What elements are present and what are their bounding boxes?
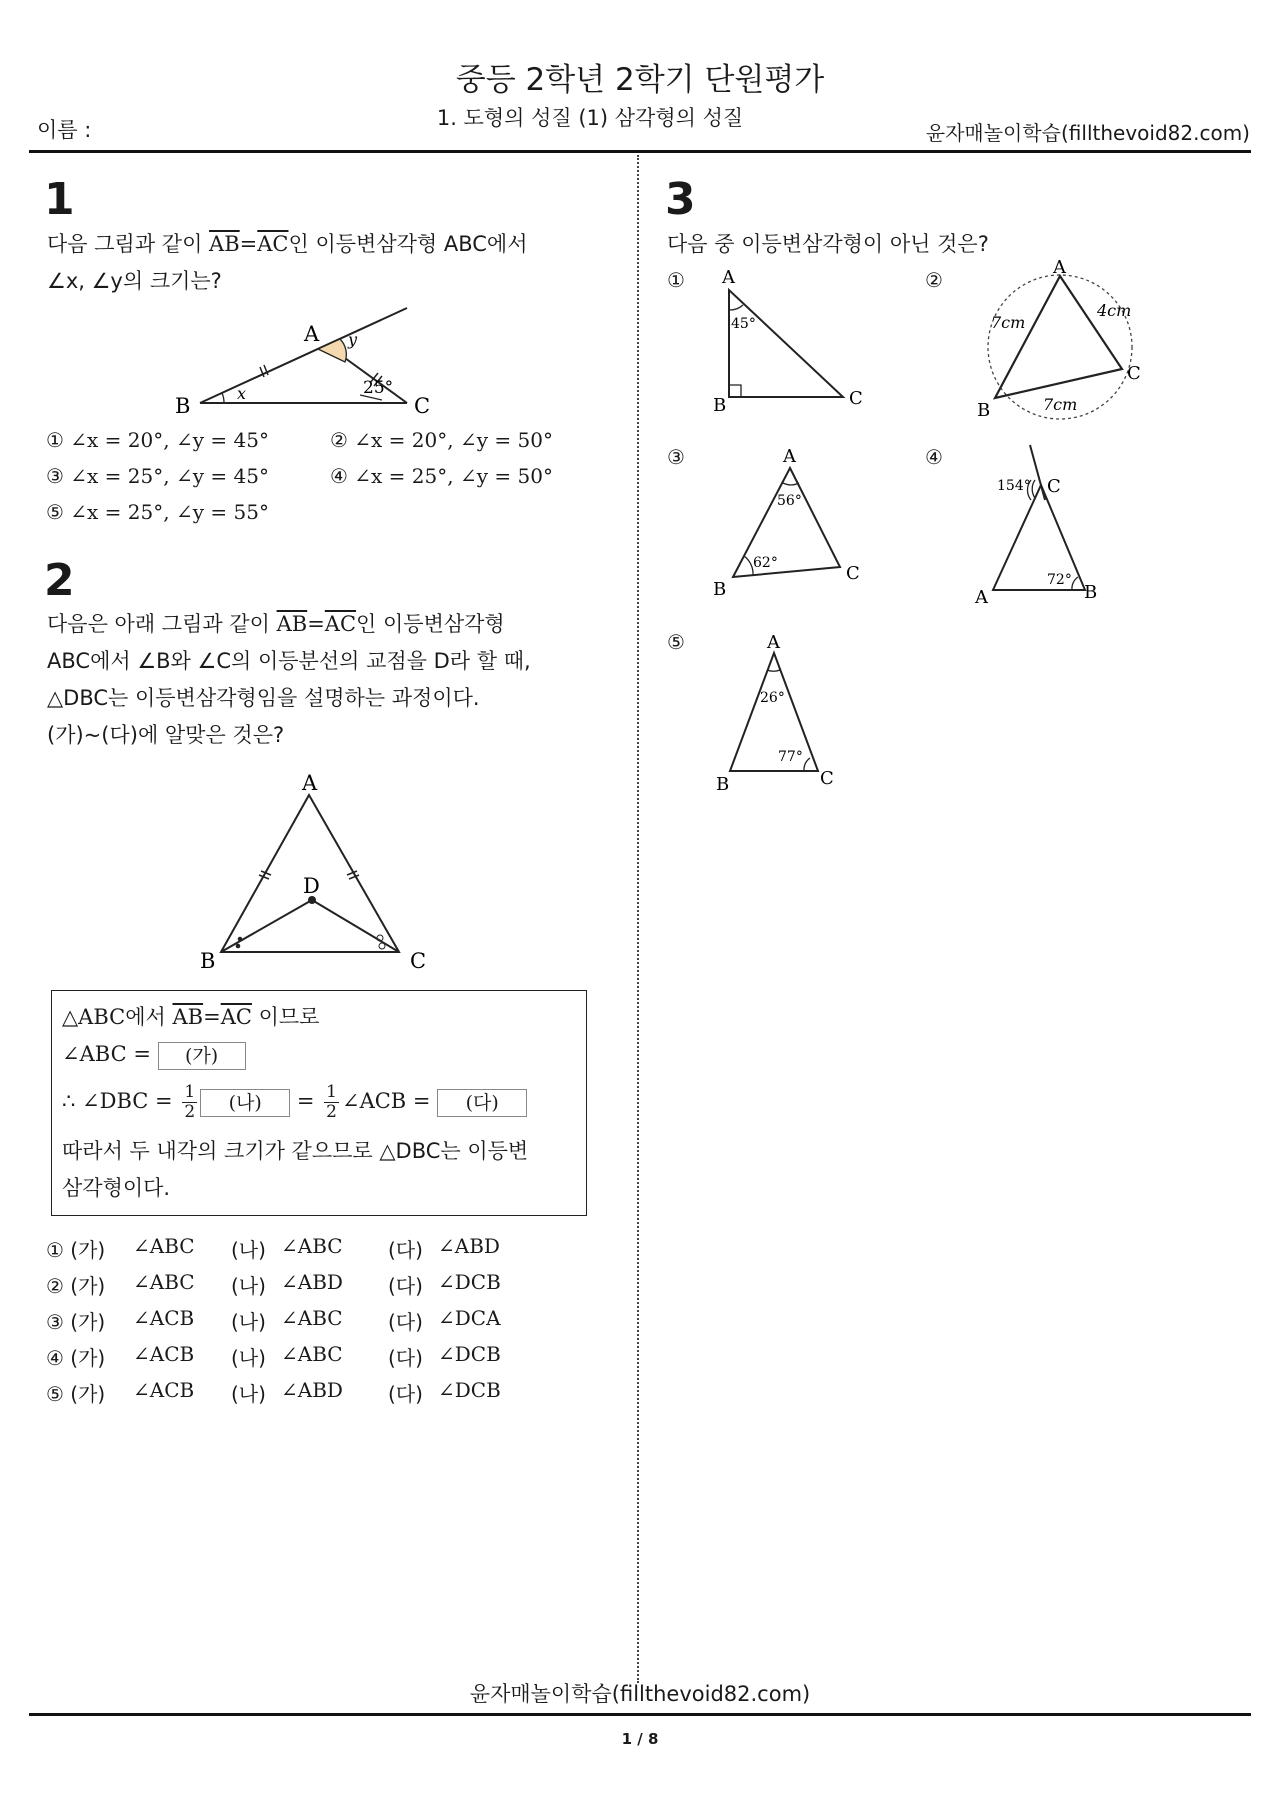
q2-option-5-a: ∠ACB	[133, 1378, 195, 1402]
q3-fig1-angle: 45°	[731, 316, 756, 332]
q3-marker-5[interactable]: ⑤	[667, 630, 685, 654]
q2-label-a: A	[302, 771, 318, 795]
page-number: 1 / 8	[621, 1730, 659, 1748]
q2-option-4-b: ∠ABC	[281, 1342, 343, 1366]
q2-option-1-n[interactable]: ① (가)	[46, 1238, 106, 1262]
q3-fig3-b: B	[713, 579, 727, 600]
q2-line4: (가)~(다)에 알맞은 것은?	[47, 723, 285, 747]
q3-fig1-a: A	[722, 267, 735, 288]
q2-option-3-b: ∠ABC	[281, 1306, 343, 1330]
q1-angle-y-mark	[318, 339, 346, 362]
q2-box-therefore: ∴ ∠DBC =	[62, 1089, 173, 1113]
q3-fig5-angle-1: 26°	[760, 690, 785, 706]
q3-marker-3[interactable]: ③	[667, 445, 685, 469]
q3-marker-4[interactable]: ④	[925, 445, 943, 469]
q1-text	[47, 226, 607, 300]
q2-line3: △DBC는 이등변삼각형임을 설명하는 과정이다.	[47, 686, 480, 710]
q2-option-4-a: ∠ACB	[133, 1342, 195, 1366]
q2-option-5-c: ∠DCB	[438, 1378, 501, 1402]
q3-fig2-bc: 7cm	[1043, 395, 1078, 414]
q3-fig1-triangle	[729, 290, 843, 397]
q1-option-5[interactable]: ⑤ ∠x = 25°, ∠y = 55°	[46, 500, 269, 524]
q2-bisector-c	[312, 900, 399, 952]
q2-option-1-c: ∠ABD	[438, 1234, 500, 1258]
unit-subtitle: 1. 도형의 성질 (1) 삼각형의 성질	[436, 106, 744, 130]
q2-number: 2	[44, 555, 75, 606]
q2-text-b: 인 이등변삼각형	[356, 612, 505, 636]
q1-label-c: C	[414, 394, 431, 418]
q1-seg-ab: $\overline{AB}$	[209, 232, 240, 256]
q2-box-l1b: 이므로	[258, 1005, 320, 1029]
q3-fig2-a: A	[1053, 257, 1066, 278]
q2-box-line1	[62, 999, 319, 1036]
q1-eq: =	[239, 232, 258, 256]
q3-fig3	[705, 440, 875, 600]
q3-fig4-angle-b	[1072, 577, 1078, 590]
q1-angle-x-mark	[222, 393, 224, 403]
q3-fig3-c: C	[846, 563, 860, 584]
q1-option-4[interactable]: ④ ∠x = 25°, ∠y = 50°	[330, 464, 553, 488]
worksheet-title: 중등 2학년 2학기 단원평가	[455, 62, 825, 98]
q3-fig5-angle-c	[804, 758, 810, 771]
q2-blank-ga: (가)	[158, 1042, 246, 1070]
q3-text: 다음 중 이등변삼각형이 아닌 것은?	[667, 232, 989, 256]
q3-fig5-a: A	[767, 632, 780, 653]
q3-fig4	[975, 440, 1125, 610]
header-rule	[29, 150, 1251, 153]
q2-box-line2	[62, 1036, 246, 1073]
q1-seg-ac: $\overline{AC}$	[257, 232, 289, 256]
q3-fig5-b: B	[716, 774, 730, 795]
q2-seg-ab: $\overline{AB}$	[276, 612, 308, 636]
q1-label-y: y	[348, 330, 358, 349]
q2-box-acb: ∠ACB =	[341, 1089, 431, 1113]
q2-mark-b-1	[236, 944, 241, 949]
q1-text-a: 다음 그림과 같이	[47, 232, 203, 256]
q3-fig2-b: B	[977, 400, 991, 421]
q2-option-5-b: ∠ABD	[281, 1378, 343, 1402]
q3-fig2	[965, 257, 1165, 422]
q2-eq: =	[307, 612, 325, 636]
q1-label-angle: 25°	[363, 378, 394, 398]
q2-option-4-c: ∠DCB	[438, 1342, 501, 1366]
q3-fig3-angle-b	[744, 556, 753, 575]
column-divider	[637, 155, 639, 1683]
q2-option-4-b-label: (나)	[231, 1346, 266, 1370]
q2-option-3-b-label: (나)	[231, 1310, 266, 1334]
q2-option-5-n[interactable]: ⑤ (가)	[46, 1382, 106, 1406]
q2-blank-da: (다)	[437, 1089, 527, 1117]
q2-proof-box	[51, 990, 587, 1216]
q3-fig5	[710, 628, 850, 798]
q3-fig5-angle-2: 77°	[778, 749, 803, 765]
q3-fig1-angle-mark	[729, 305, 743, 310]
q2-box-half-2: $\frac{1}{2}$	[326, 1082, 337, 1122]
q2-blank-na: (나)	[200, 1089, 290, 1117]
header-site: 윤자매놀이학습(fillthevoid82.com)	[925, 121, 1250, 145]
q3-fig2-ac: 4cm	[1097, 301, 1132, 320]
q3-fig1-b: B	[713, 395, 727, 416]
q1-label-b: B	[175, 394, 191, 418]
q2-mark-b-2	[238, 937, 243, 942]
q2-option-2-a: ∠ABC	[133, 1270, 195, 1294]
q3-fig1	[708, 265, 878, 415]
q3-number: 3	[665, 174, 696, 225]
q2-option-3-a: ∠ACB	[133, 1306, 195, 1330]
q2-box-l1a: △ABC에서	[62, 1005, 166, 1029]
q2-text	[47, 606, 607, 754]
name-label: 이름 :	[37, 118, 92, 142]
q2-option-4-n[interactable]: ④ (가)	[46, 1346, 106, 1370]
q2-option-3-c-label: (다)	[388, 1310, 423, 1334]
q3-fig5-c: C	[820, 768, 834, 789]
q3-fig4-angle-c	[1032, 480, 1035, 498]
q3-fig1-c: C	[849, 388, 863, 409]
q3-marker-2[interactable]: ②	[925, 268, 943, 292]
q2-option-1-b: ∠ABC	[281, 1234, 343, 1258]
q2-seg-ac: $\overline{AC}$	[324, 612, 357, 636]
q2-box-line5: 삼각형이다.	[62, 1176, 171, 1200]
q1-number: 1	[44, 174, 75, 225]
q2-box-half-1: $\frac{1}{2}$	[184, 1082, 196, 1122]
q3-fig5-angle-a	[767, 670, 780, 671]
q3-fig4-a: A	[975, 587, 988, 608]
q2-mark-c-1	[379, 943, 385, 949]
q2-option-2-c: ∠DCB	[438, 1270, 501, 1294]
q2-option-1-c-label: (다)	[388, 1238, 423, 1262]
q2-box-seg-ab: $\overline{AB}$	[172, 1005, 204, 1029]
q3-fig4-angle-1: 154°	[997, 478, 1031, 494]
q2-text-a: 다음은 아래 그림과 같이	[47, 612, 270, 636]
q2-box-line3	[62, 1083, 527, 1122]
q2-box-seg-ac: $\overline{AC}$	[220, 1005, 252, 1029]
q3-fig3-a: A	[783, 446, 796, 467]
q2-option-1-b-label: (나)	[231, 1238, 266, 1262]
q1-text-b: 인 이등변삼각형 ABC에서	[288, 232, 528, 256]
q2-box-eq: =	[203, 1005, 221, 1029]
q3-fig4-c: C	[1047, 476, 1061, 497]
q3-marker-1[interactable]: ①	[667, 268, 685, 292]
q2-label-c: C	[410, 949, 427, 973]
q2-label-b: B	[200, 949, 216, 973]
q2-figure	[195, 770, 445, 973]
q2-box-l2a: ∠ABC =	[62, 1042, 151, 1066]
q3-fig3-angle-1: 56°	[777, 493, 802, 509]
q2-option-2-b-label: (나)	[231, 1274, 266, 1298]
footer-rule	[29, 1713, 1251, 1716]
q2-box-line4: 따라서 두 내각의 크기가 같으므로 △DBC는 이등변	[62, 1139, 529, 1163]
q2-option-2-n[interactable]: ② (가)	[46, 1274, 106, 1298]
q3-fig2-c: C	[1127, 363, 1141, 384]
q2-option-5-c-label: (다)	[388, 1382, 423, 1406]
q1-label-x: x	[237, 384, 247, 403]
q2-label-d: D	[303, 874, 320, 898]
q1-figure	[170, 300, 470, 420]
q2-option-3-n[interactable]: ③ (가)	[46, 1310, 106, 1334]
q3-fig4-b: B	[1084, 582, 1098, 603]
q2-option-2-c-label: (다)	[388, 1274, 423, 1298]
q2-option-4-c-label: (다)	[388, 1346, 423, 1370]
q1-line2: ∠x, ∠y의 크기는?	[47, 269, 222, 293]
q2-option-5-b-label: (나)	[231, 1382, 266, 1406]
q3-fig3-angle-2: 62°	[753, 555, 778, 571]
q1-label-a: A	[304, 322, 320, 346]
q3-fig2-ab: 7cm	[991, 313, 1026, 332]
q1-option-3[interactable]: ③ ∠x = 25°, ∠y = 45°	[46, 464, 269, 488]
q1-option-1[interactable]: ① ∠x = 20°, ∠y = 45°	[46, 428, 269, 452]
q2-line2: ABC에서 ∠B와 ∠C의 이등분선의 교점을 D라 할 때,	[47, 649, 531, 673]
q2-option-2-b: ∠ABD	[281, 1270, 343, 1294]
footer-site: 윤자매놀이학습(fillthevoid82.com)	[469, 1682, 811, 1706]
q3-fig2-triangle	[995, 276, 1122, 398]
q3-fig1-right-angle	[729, 385, 741, 397]
q2-option-1-a: ∠ABC	[133, 1234, 195, 1258]
q2-option-3-c: ∠DCA	[438, 1306, 501, 1330]
q3-fig4-angle-2: 72°	[1047, 572, 1072, 588]
q1-option-2[interactable]: ② ∠x = 20°, ∠y = 50°	[330, 428, 553, 452]
q2-box-eq2: =	[296, 1089, 315, 1113]
